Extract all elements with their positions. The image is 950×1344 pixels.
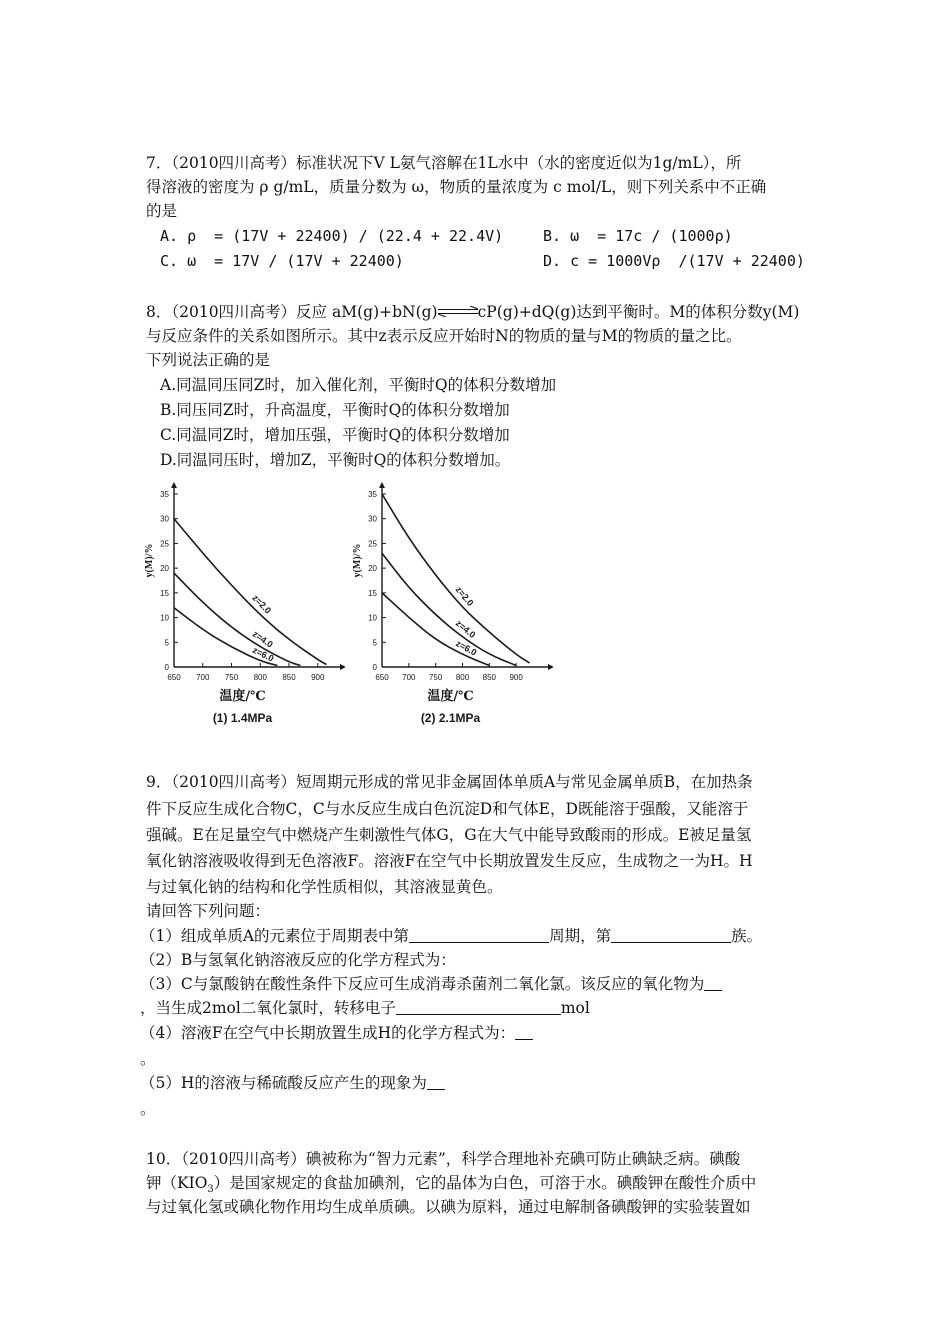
- q7-option-a: A. ρ = (17V + 22400) / (22.4 + 22.4V): [160, 227, 504, 245]
- series-line-z20: [174, 519, 326, 665]
- q9-sub1-text-c: 族。: [731, 927, 763, 945]
- equilibrium-arrow-icon: [438, 305, 478, 317]
- series-line-z40: [174, 573, 301, 665]
- answer-blank-equation[interactable]: [515, 1025, 533, 1040]
- answer-blank-electrons[interactable]: [396, 1000, 561, 1015]
- answer-blank-group[interactable]: [611, 928, 731, 943]
- q9-sub-4-end: 。: [140, 1050, 156, 1068]
- q9-sub1-text-b: 周期，第: [549, 927, 612, 945]
- answer-blank-oxide[interactable]: [704, 976, 722, 991]
- q8-option-b: B.同压同Z时，升高温度，平衡时Q的体积分数增加: [160, 401, 510, 419]
- q8-text-line-3: 下列说法正确的是: [146, 351, 271, 369]
- q9-sub-3-cont: [140, 998, 590, 1018]
- series-label: z=2.0: [250, 592, 274, 616]
- y-tick-label: 15: [368, 588, 377, 598]
- x-axis-label: 温度/℃: [219, 689, 266, 704]
- q7-text-line-2: 得溶液的密度为 ρ g/mL，质量分数为 ω，物质的量浓度为 c mol/L，则下列关系中不正确: [146, 178, 767, 196]
- series-line-z20: [382, 494, 530, 663]
- x-axis-label: 温度/℃: [427, 689, 474, 704]
- x-tick-label: 750: [428, 673, 443, 682]
- series-label: z=4.0: [453, 618, 478, 640]
- y-tick-label: 35: [160, 490, 169, 499]
- q9-sub3-text-a: （3）C与氯酸钠在酸性条件下反应可生成消毒杀菌剂二氧化氯。该反应的氧化物为: [140, 975, 705, 993]
- q9-sub-1: [140, 926, 762, 946]
- q10-line2-subscript: 3: [207, 1184, 214, 1196]
- x-tick-label: 650: [167, 673, 181, 682]
- series-line-z40: [382, 553, 516, 665]
- answer-blank-period[interactable]: [409, 928, 549, 943]
- x-axis-arrow-icon: [548, 664, 553, 670]
- x-tick-label: 750: [224, 673, 239, 682]
- y-tick-label: 10: [368, 613, 377, 623]
- q9-sub3-text-b: ，当生成2mol二氧化氯时，转移电子: [140, 999, 396, 1017]
- series-label: z=6.0: [454, 638, 479, 658]
- x-tick-label: 650: [375, 673, 389, 682]
- q9-sub-5-end: 。: [140, 1100, 156, 1118]
- q9-sub3-text-c: mol: [560, 999, 590, 1017]
- y-tick-label: 15: [160, 588, 169, 598]
- q8-line1-suffix: cP(g)+dQ(g)达到平衡时。M的体积分数y(M): [477, 303, 800, 321]
- series-label: z=2.0: [453, 584, 476, 608]
- q10-line2-text-a: 钾（KIO: [146, 1174, 208, 1192]
- q9-text-line-1: 9．（2010四川高考）短周期元形成的常见非金属固体单质A与常见金属单质B，在加热条: [146, 773, 753, 791]
- y-axis-arrow-icon: [171, 482, 177, 488]
- y-tick-label: 20: [368, 564, 377, 574]
- q9-sub5-text: （5）H的溶液与稀硫酸反应产生的现象为: [140, 1074, 427, 1092]
- q8-text-line-1: [146, 302, 799, 322]
- q8-text-line-2: 与反应条件的关系如图所示。其中z表示反应开始时N的物质的量与M的物质的量之比。: [146, 327, 742, 345]
- q10-text-line-3: 与过氧化氢或碘化物作用均生成单质碘。以碘为原料，通过电解制备碘酸钾的实验装置如: [146, 1198, 751, 1216]
- x-tick-label: 900: [509, 673, 523, 682]
- y-tick-label: 30: [368, 514, 377, 524]
- q10-line2-text-b: ）是国家规定的食盐加碘剂，它的晶体为白色，可溶于水。碘酸钾在酸性介质中: [213, 1174, 757, 1192]
- q9-sub-3: [140, 974, 722, 994]
- y-tick-label: 5: [372, 638, 377, 648]
- q7-option-b: B. ω = 17c / (1000ρ): [543, 227, 733, 245]
- q8-option-a: A.同温同压同Z时，加入催化剂，平衡时Q的体积分数增加: [160, 376, 557, 394]
- q9-text-line-6: 请回答下列问题：: [146, 902, 271, 920]
- q9-sub1-text-a: （1）组成单质A的元素位于周期表中第: [140, 927, 410, 945]
- x-tick-label: 900: [311, 673, 325, 682]
- y-axis-arrow-icon: [379, 482, 385, 488]
- q7-text-line-3: 的是: [146, 202, 178, 220]
- q9-text-line-3: 强碱。E在足量空气中燃烧产生刺激性气体G，G在大气中能导致酸雨的形成。E被足量氢: [146, 826, 752, 844]
- chart-2: [348, 482, 553, 732]
- y-tick-label: 10: [160, 613, 169, 623]
- x-tick-label: 850: [282, 673, 296, 682]
- y-tick-label: 5: [164, 638, 169, 648]
- x-axis-arrow-icon: [340, 664, 345, 670]
- y-tick-label: 25: [160, 539, 169, 549]
- y-tick-label: 0: [164, 663, 169, 672]
- y-tick-label: 0: [372, 663, 377, 672]
- q9-text-line-5: 与过氧化钠的结构和化学性质相似，其溶液显黄色。: [146, 878, 503, 896]
- q9-sub-2: （2）B与氢氧化钠溶液反应的化学方程式为：: [140, 951, 456, 969]
- q7-option-d: D. c = 1000Vρ /(17V + 22400): [543, 252, 805, 270]
- chart-title: (2) 2.1MPa: [420, 711, 481, 725]
- x-tick-label: 700: [196, 673, 210, 682]
- q8-option-d: D.同温同压时，增加Z，平衡时Q的体积分数增加。: [160, 451, 511, 469]
- y-tick-label: 30: [160, 514, 169, 524]
- answer-blank-phenomenon[interactable]: [427, 1075, 445, 1090]
- chart-1: [140, 482, 345, 732]
- x-tick-label: 800: [455, 673, 470, 682]
- q7-option-c: C. ω = 17V / (17V + 22400): [160, 252, 404, 270]
- y-axis-label: y(M)/%: [144, 543, 155, 578]
- q8-option-c: C.同温同Z时，增加压强，平衡时Q的体积分数增加: [160, 426, 510, 444]
- q10-text-line-1: 10．（2010四川高考）碘被称为“智力元素”，科学合理地补充碘可防止碘缺乏病。碘酸: [146, 1150, 741, 1168]
- y-tick-label: 35: [368, 490, 377, 499]
- y-tick-label: 20: [160, 564, 169, 574]
- x-tick-label: 850: [482, 673, 497, 682]
- q9-sub-5: [140, 1073, 445, 1093]
- chart-title: (1) 1.4MPa: [212, 711, 273, 725]
- q7-text-line-1: 7．（2010四川高考）标准状况下V L氨气溶解在1L水中（水的密度近似为1g/mL），所: [146, 154, 742, 172]
- series-label: z=6.0: [250, 644, 276, 664]
- q9-sub-4: [140, 1023, 533, 1043]
- series-label: z=4.0: [250, 628, 275, 650]
- q9-sub4-text: （4）溶液F在空气中长期放置生成H的化学方程式为：: [140, 1024, 516, 1042]
- x-tick-label: 800: [253, 673, 267, 682]
- x-tick-label: 700: [402, 673, 416, 682]
- q9-text-line-4: 氧化钠溶液吸收得到无色溶液F。溶液F在空气中长期放置发生反应，生成物之一为H。H: [146, 852, 753, 870]
- y-axis-label: y(M)/%: [352, 543, 363, 578]
- y-tick-label: 25: [368, 539, 377, 549]
- q9-text-line-2: 件下反应生成化合物C，C与水反应生成白色沉淀D和气体E，D既能溶于强酸，又能溶于: [146, 800, 749, 818]
- q8-line1-prefix: 8．（2010四川高考）反应 aM(g)+bN(g): [146, 303, 438, 321]
